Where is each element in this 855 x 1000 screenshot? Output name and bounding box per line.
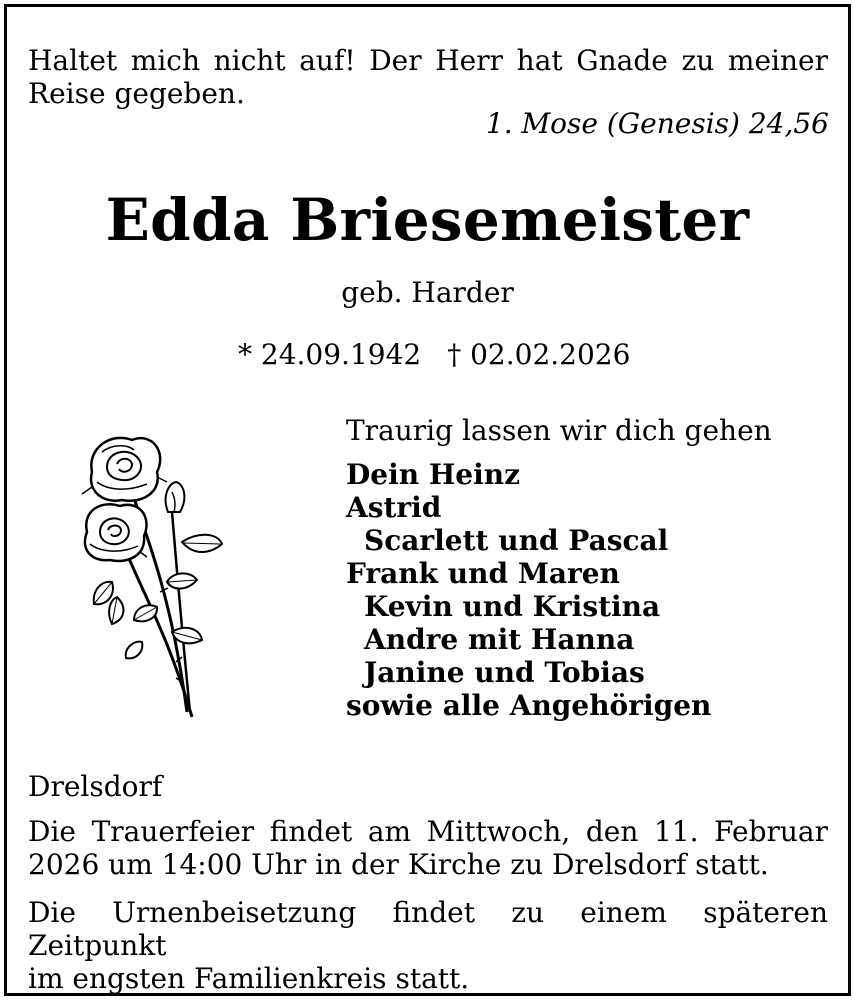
funeral-notice	[28, 815, 828, 881]
deceased-name: Edda Briesemeister	[105, 186, 750, 254]
mourner-name: Astrid	[346, 491, 442, 524]
rose-icon	[72, 432, 232, 722]
funeral-line-1: Die Trauerfeier findet am Mittwoch, den 11. Februar	[28, 815, 828, 848]
life-dates	[238, 338, 630, 371]
urn-line-1: Die Urnenbeisetzung findet zu einem späteren Zeitpunkt	[28, 896, 828, 962]
verse-line-2: Reise gegeben.	[28, 77, 245, 110]
mourner-name: sowie alle Angehörigen	[346, 689, 712, 722]
mourning-intro: Traurig lassen wir dich gehen	[346, 414, 772, 447]
mourner-name: Frank und Maren	[346, 557, 620, 590]
funeral-line-2: 2026 um 14:00 Uhr in der Kirche zu Drelsdorf statt.	[28, 848, 769, 881]
birth-date: * 24.09.1942	[238, 338, 422, 371]
mourner-list	[346, 458, 711, 722]
bible-verse	[28, 44, 828, 110]
verse-line-1: Haltet mich nicht auf! Der Herr hat Gnade zu meiner	[28, 44, 828, 77]
mourner-name: Kevin und Kristina	[364, 590, 661, 623]
verse-source: 1. Mose (Genesis) 24,56	[485, 107, 829, 140]
place-name: Drelsdorf	[28, 770, 163, 803]
mourner-name: Dein Heinz	[346, 458, 521, 491]
mourner-name: Janine und Tobias	[364, 656, 645, 689]
mourner-name: Scarlett und Pascal	[364, 524, 669, 557]
urn-line-2: im engsten Familienkreis statt.	[28, 962, 470, 995]
maiden-name: geb. Harder	[341, 276, 514, 309]
death-date: † 02.02.2026	[447, 338, 631, 371]
mourner-name: Andre mit Hanna	[364, 623, 635, 656]
urn-notice	[28, 896, 828, 995]
